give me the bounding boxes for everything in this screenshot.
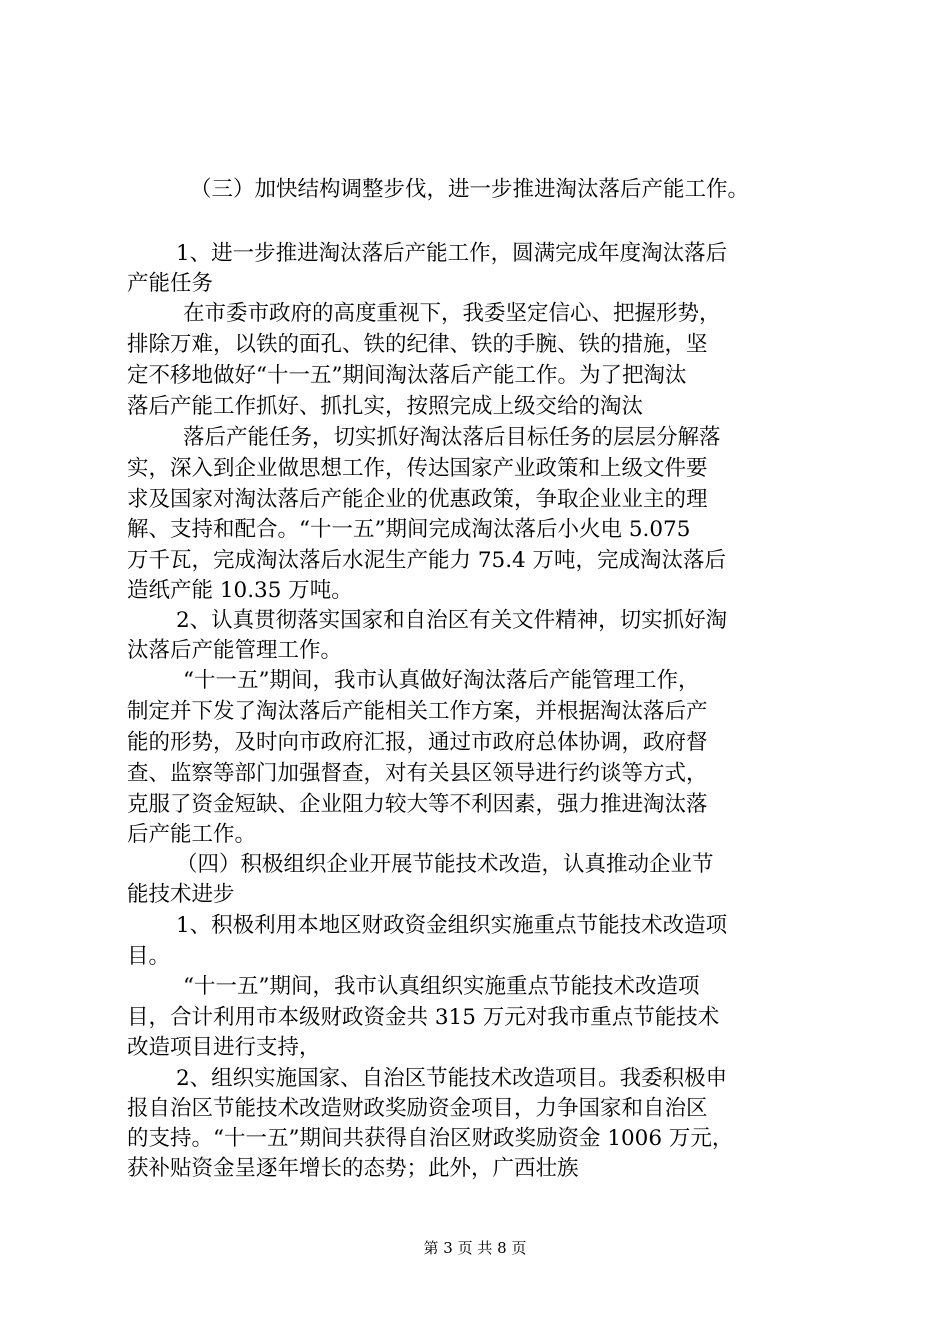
- heading-item-2: 2、认真贯彻落实国家和自治区有关文件精神，切实抓好淘: [176, 608, 728, 633]
- text-line: 后产能工作。: [127, 822, 257, 847]
- text-line: 目，合计利用市本级财政资金共 315 万元对我市重点节能技术: [127, 1005, 720, 1030]
- text-line: 造纸产能 10.35 万吨。: [127, 578, 353, 603]
- text-line: 产能任务: [127, 271, 214, 296]
- text-line: 落后产能任务，切实抓好淘汰落后目标任务的层层分解落: [183, 425, 721, 450]
- text-line: 万千瓦，完成淘汰落后水泥生产能力 75.4 万吨，完成淘汰落后: [127, 548, 727, 573]
- text-line: “十一五”期间，我市认真组织实施重点节能技术改造项: [183, 974, 700, 999]
- text-line: 排除万难，以铁的面孔、铁的纪律、铁的手腕、铁的措施，坚: [127, 332, 708, 357]
- text-line: 落后产能工作抓好、抓扎实，按照完成上级交给的淘汰: [127, 394, 644, 419]
- text-line: 实，深入到企业做思想工作，传达国家产业政策和上级文件要: [127, 456, 708, 481]
- text-line: 的支持。“十一五”期间共获得自治区财政奖励资金 1006 万元，: [127, 1126, 734, 1151]
- heading-section-4: （四）积极组织企业开展节能技术改造，认真推动企业节: [176, 852, 714, 877]
- heading-item-1: 1、积极利用本地区财政资金组织实施重点节能技术改造项: [176, 913, 728, 938]
- text-line: 克服了资金短缺、企业阻力较大等不利因素，强力推进淘汰落: [127, 792, 708, 817]
- text-line: 制定并下发了淘汰落后产能相关工作方案，并根据淘汰落后产: [127, 699, 708, 724]
- text-line: 目。: [127, 944, 171, 969]
- text-line: 解、支持和配合。“十一五”期间完成淘汰落后小火电 5.075: [127, 517, 691, 542]
- text-line: 查、监察等部门加强督查，对有关县区领导进行约谈等方式，: [127, 761, 708, 786]
- text-line: 改造项目进行支持，: [127, 1035, 321, 1060]
- text-line: 能技术进步: [127, 882, 235, 907]
- text-line: 能的形势，及时向市政府汇报，通过市政府总体协调，政府督: [127, 730, 708, 755]
- text-line: 求及国家对淘汰落后产能企业的优惠政策，争取企业业主的理: [127, 487, 708, 512]
- text-line: 定不移地做好“十一五”期间淘汰落后产能工作。为了把淘汰: [127, 363, 687, 388]
- text-line: 汰落后产能管理工作。: [127, 638, 343, 663]
- heading-item-1: 1、进一步推进淘汰落后产能工作，圆满完成年度淘汰落后: [176, 241, 728, 266]
- text-line: “十一五”期间，我市认真做好淘汰落后产能管理工作，: [183, 668, 700, 693]
- text-line: 在市委市政府的高度重视下，我委坚定信心、把握形势，: [183, 301, 721, 326]
- page-number-footer: 第 3 页 共 8 页: [423, 1239, 527, 1257]
- text-line: 报自治区节能技术改造财政奖励资金项目，力争国家和自治区: [127, 1096, 708, 1121]
- heading-item-2: 2、组织实施国家、自治区节能技术改造项目。我委积极申: [176, 1066, 728, 1091]
- text-line: 获补贴资金呈逐年增长的态势；此外，广西壮族: [127, 1156, 579, 1181]
- heading-section-3: （三）加快结构调整步伐，进一步推进淘汰落后产能工作。: [190, 177, 750, 202]
